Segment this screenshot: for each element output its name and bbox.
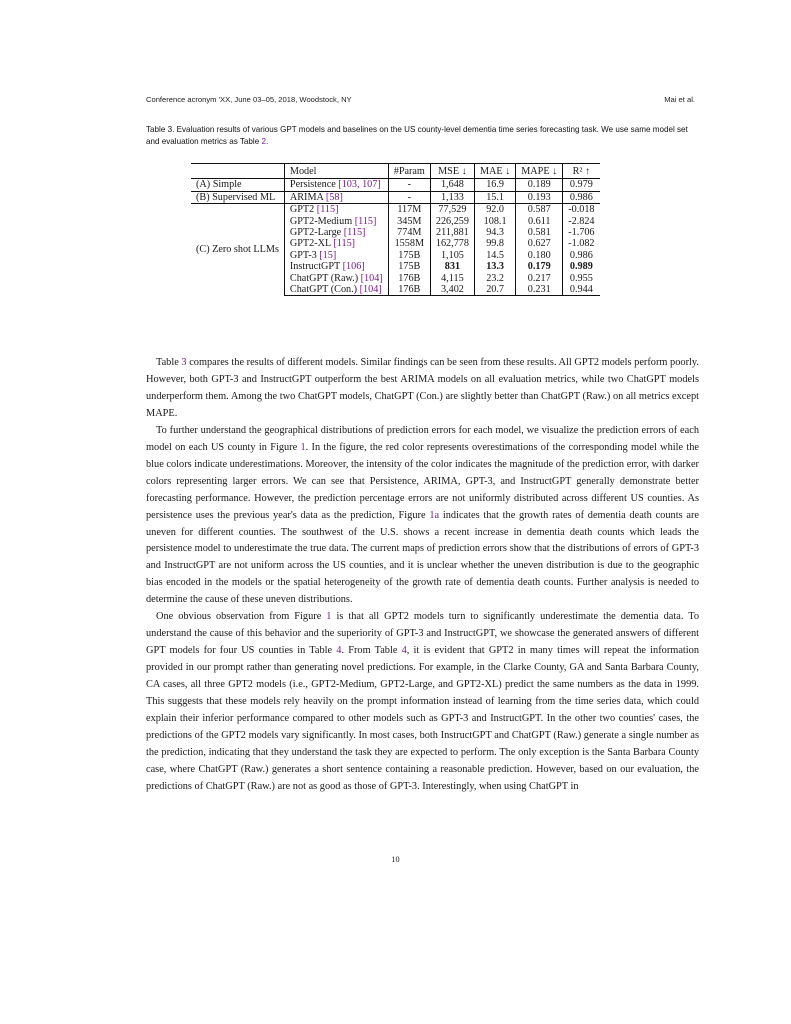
mae-cell-best: 13.3 [474, 261, 515, 272]
figure-ref-link[interactable]: 1 [300, 441, 306, 453]
mape-cell: 0.193 [516, 191, 563, 203]
header-group-col [191, 164, 284, 179]
paragraph-2: To further understand the geographical distributions of prediction errors for each model, we visualize the prediction errors of each model on each US county in Figure 1. In the figure, the red color represents overestimations of the corresponding model while the blue colors indicate underestimations. Moreover, the intensity of the color indicates the magnitude of the prediction error, with darker colors representing larger errors. We can see that Persistence, ARIMA, GPT-3, and InstructGPT generally demonstrate better forecasting performance. However, the prediction percentage errors are not uniformly distributed across different US counties. As persistence uses the previous year's data as the prediction, Figure 1a indicates that the growth rates of dementia death counts are uneven for different counties. The southwest of the U.S. shows a recent increase in dementia death counts which leads the persistence model to underestimate the true data. The current maps of prediction errors show that the distributions of errors of GPT-3 and InstructGPT are not uniform across the US counties, and it is unclear whether the uneven distribution is due to the geographic bias encoded in the models or the spatial heterogeneity of the growth rate of dementia death counts. Further analysis is needed to determine the cause of these uneven distributions. [146, 424, 700, 606]
model-cell: InstructGPT [106] [284, 261, 388, 272]
model-cell: ARIMA [58] [284, 191, 388, 203]
header-model: Model [284, 164, 388, 179]
mse-cell: 77,529 [430, 204, 474, 216]
mae-cell: 99.8 [474, 238, 515, 249]
r2-cell: -1.082 [563, 238, 600, 249]
table-row [191, 191, 600, 203]
header-mse: MSE ↓ [430, 164, 474, 179]
citation-link[interactable]: [106] [342, 261, 365, 273]
mape-cell: 0.587 [516, 204, 563, 216]
header-mape: MAPE ↓ [516, 164, 563, 179]
page-number: 10 [391, 855, 400, 864]
param-cell: 117M [388, 204, 430, 216]
param-cell: - [388, 191, 430, 203]
mape-cell: 0.189 [516, 179, 563, 191]
citation-link[interactable]: [115] [343, 227, 366, 239]
param-cell: 345M [388, 216, 430, 227]
model-cell: GPT2-XL [115] [284, 238, 388, 249]
r2-cell: 0.986 [563, 191, 600, 203]
r2-cell: 0.944 [563, 284, 600, 296]
mse-cell: 226,259 [430, 216, 474, 227]
r2-cell-best: 0.989 [563, 261, 600, 272]
mae-cell: 92.0 [474, 204, 515, 216]
table-row [191, 204, 600, 216]
figure-ref-link[interactable]: 1 [326, 611, 332, 623]
table-row [191, 179, 600, 191]
header-param: #Param [388, 164, 430, 179]
mae-cell: 20.7 [474, 284, 515, 296]
group-label-simple: (A) Simple [196, 179, 242, 191]
citation-link[interactable]: [104] [360, 272, 383, 284]
caption-text: Table 3. Evaluation results of various GPT models and baselines on the US county-level dementia time series forecasting task. We use same model set and evaluation metrics as Table [146, 125, 688, 147]
citation-link[interactable]: [103, 107] [338, 179, 381, 191]
param-cell: 176B [388, 284, 430, 296]
caption-table-ref-link[interactable]: 2 [261, 137, 266, 147]
citation-link[interactable]: [58] [325, 191, 343, 203]
mape-cell: 0.180 [516, 250, 563, 261]
mae-cell: 108.1 [474, 216, 515, 227]
model-cell: GPT2-Medium [115] [284, 216, 388, 227]
paragraph-3: One obvious observation from Figure 1 is that all GPT2 models turn to significantly underestimate the dementia data. To understand the cause of this behavior and the superiority of GPT-3 and InstructGPT, we showcase the generated answers of different GPT models for four US counties in Table 4. From Table 4, it is evident that GPT2 in many times will repeat the information provided in our prompt rather than generating novel predictions. For example, in the Clarke County, GA and Santa Barbara County, CA cases, all three GPT2 models (i.e., GPT2-Medium, GPT2-Large, and GPT2-XL) predict the same numbers as the data in 1999. This suggests that these models rely heavily on the prompt information instead of learning from the time series data, which could explain their inferior performance compared to other models such as GPT-3 and InstructGPT. In the other two counties' cases, the predictions of the GPT2 models vary significantly. In most cases, both InstructGPT and ChatGPT (Raw.) generate a single number as the prediction, indicating that they understand the task they are expected to perform. The only exception is the Santa Barbara County case, where ChatGPT (Raw.) generates a short sentence containing a reasonable prediction. However, based on our evaluation, the predictions of ChatGPT (Raw.) are not as good as those of GPT-3. Interestingly, when using ChatGPT in [146, 611, 699, 792]
mse-cell: 211,881 [430, 227, 474, 238]
r2-cell: -2.824 [563, 216, 600, 227]
param-cell: - [388, 179, 430, 191]
citation-link[interactable]: [115] [354, 215, 377, 227]
r2-cell: -1.706 [563, 227, 600, 238]
body-text [146, 355, 699, 796]
param-cell: 1558M [388, 238, 430, 249]
model-cell: ChatGPT (Con.) [104] [284, 284, 388, 296]
running-header-authors: Mai et al. [664, 95, 695, 104]
running-header-conference: Conference acronym 'XX, June 03–05, 2018, Woodstock, NY [146, 95, 352, 104]
r2-cell: 0.955 [563, 273, 600, 284]
citation-link[interactable]: [115] [316, 204, 339, 216]
model-cell: GPT-3 [15] [284, 250, 388, 261]
mse-cell: 3,402 [430, 284, 474, 296]
mae-cell: 16.9 [474, 179, 515, 191]
mse-cell: 162,778 [430, 238, 474, 249]
param-cell: 176B [388, 273, 430, 284]
header-mae: MAE ↓ [474, 164, 515, 179]
citation-link[interactable]: [15] [319, 249, 337, 261]
r2-cell: 0.979 [563, 179, 600, 191]
model-cell: ChatGPT (Raw.) [104] [284, 273, 388, 284]
table-caption: Table 3. Evaluation results of various GPT models and baselines on the US county-level dementia time series forecasting task. We use same model set and evaluation metrics as Table 2. [146, 125, 688, 147]
mse-cell: 1,105 [430, 250, 474, 261]
param-cell: 774M [388, 227, 430, 238]
table-ref-link[interactable]: 3 [181, 357, 187, 368]
r2-cell: 0.986 [563, 250, 600, 261]
group-label-zero-shot: (C) Zero shot LLMs [191, 204, 284, 296]
mape-cell: 0.231 [516, 284, 563, 296]
figure-ref-link[interactable]: 1a [429, 509, 440, 521]
param-cell: 175B [388, 261, 430, 272]
mae-cell: 94.3 [474, 227, 515, 238]
r2-cell: -0.018 [563, 204, 600, 216]
mape-cell: 0.217 [516, 273, 563, 284]
group-label-supervised: (B) Supervised ML [191, 191, 284, 203]
model-cell: GPT2-Large [115] [284, 227, 388, 238]
model-cell: GPT2 [115] [284, 204, 388, 216]
param-cell: 175B [388, 250, 430, 261]
mae-cell: 23.2 [474, 273, 515, 284]
model-cell: Persistence [103, 107] [284, 179, 388, 191]
mse-cell: 1,133 [430, 191, 474, 203]
mse-cell-best: 831 [430, 261, 474, 272]
mape-cell: 0.581 [516, 227, 563, 238]
citation-link[interactable]: [115] [333, 238, 356, 250]
header-r2: R² ↑ [563, 164, 600, 179]
mape-cell: 0.627 [516, 238, 563, 249]
mape-cell-best: 0.179 [516, 261, 563, 272]
table-ref-link[interactable]: 4 [336, 645, 342, 657]
mse-cell: 1,648 [430, 179, 474, 191]
citation-link[interactable]: [104] [359, 284, 382, 296]
mae-cell: 14.5 [474, 250, 515, 261]
mse-cell: 4,115 [430, 273, 474, 284]
table-header-row [191, 164, 600, 179]
table-ref-link[interactable]: 4 [401, 645, 407, 657]
results-table [191, 163, 600, 296]
mape-cell: 0.611 [516, 216, 563, 227]
paragraph-1: Table 3 compares the results of different models. Similar findings can be seen from these results. All GPT2 models perform poorly. However, both GPT-3 and InstructGPT outperform the best ARIMA models on all evaluation metrics, while two ChatGPT models underperform them. Among the two ChatGPT models, ChatGPT (Con.) are slightly better than ChatGPT (Raw.) on all metrics except MAPE. [146, 357, 699, 419]
mae-cell: 15.1 [474, 191, 515, 203]
